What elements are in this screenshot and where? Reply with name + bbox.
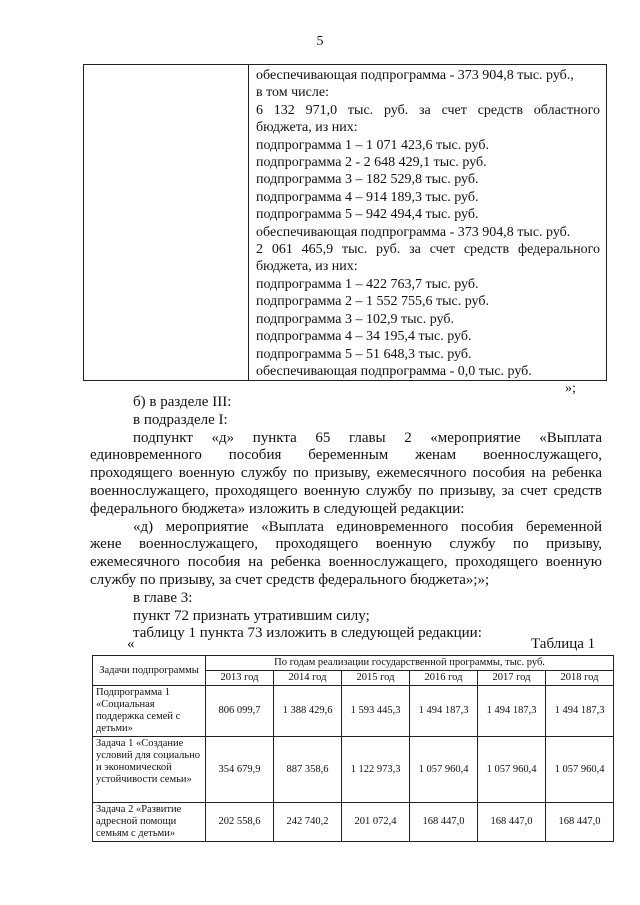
value-cell: 354 679,9 (206, 737, 274, 803)
funding-line: 2 061 465,9 тыс. руб. за счет средств федерального (256, 242, 600, 258)
funding-table (83, 64, 607, 381)
paragraph-line: военнослужащего, проходящего военную службу по призыву, за счет средств (90, 482, 602, 499)
funding-line: подпрограмма 4 – 34 195,4 тыс. руб. (256, 329, 472, 345)
value-cell: 806 099,7 (206, 686, 274, 737)
funding-line: обеспечивающая подпрограмма - 373 904,8 тыс. руб., (256, 68, 574, 83)
header-years-group: По годам реализации государственной программы, тыс. руб. (206, 656, 614, 671)
header-tasks: Задачи подпрограммы (93, 656, 206, 686)
value-cell: 1 494 187,3 (410, 686, 478, 737)
value-cell: 1 122 973,3 (342, 737, 410, 803)
table-row (93, 737, 614, 803)
paragraph-line: подпункт «д» пункта 65 главы 2 «мероприятие «Выплата (133, 429, 602, 446)
value-cell: 1 057 960,4 (478, 737, 546, 803)
value-cell: 202 558,6 (206, 803, 274, 842)
body-text (90, 394, 602, 643)
header-year: 2015 год (342, 671, 410, 686)
funding-line: бюджета, из них: (256, 120, 358, 136)
paragraph-line: проходящего военную службу по призыву, ежемесячного пособия на ребенка (90, 465, 602, 482)
value-cell: 1 494 187,3 (478, 686, 546, 737)
task-cell: Подпрограмма 1 «Социальная поддержка семей с детьми» (93, 686, 206, 737)
program-budget-table (92, 655, 614, 842)
funding-line: подпрограмма 1 – 1 071 423,6 тыс. руб. (256, 137, 489, 153)
funding-table-value-cell (249, 65, 607, 381)
paragraph-line: федерального бюджета» изложить в следующей редакции: (90, 500, 465, 517)
funding-line: обеспечивающая подпрограмма - 0,0 тыс. руб. (256, 363, 532, 379)
funding-line: подпрограмма 5 – 51 648,3 тыс. руб. (256, 346, 472, 362)
table-row (93, 803, 614, 842)
table-row (93, 686, 614, 737)
value-cell: 887 358,6 (274, 737, 342, 803)
paragraph-line: единовременного пособия беременным женам военнослужащего, (90, 447, 602, 464)
value-cell: 1 388 429,6 (274, 686, 342, 737)
header-year: 2018 год (546, 671, 614, 686)
header-year: 2014 год (274, 671, 342, 686)
task-cell: Задача 2 «Развитие адресной помощи семьям с детьми» (93, 803, 206, 842)
funding-line: обеспечивающая подпрограмма - 373 904,8 тыс. руб. (256, 224, 571, 240)
paragraph-line: службу по призыву, за счет средств федерального бюджета»;»; (90, 571, 490, 588)
funding-line: подпрограмма 5 – 942 494,4 тыс. руб. (256, 207, 479, 223)
funding-line: подпрограмма 4 – 914 189,3 тыс. руб. (256, 189, 479, 205)
paragraph-line: «д) мероприятие «Выплата единовременного пособия беременной (133, 518, 602, 535)
table-73-text: таблицу 1 пункта 73 изложить в следующей редакции: (133, 625, 482, 642)
funding-line: 6 132 971,0 тыс. руб. за счет средств областного (256, 102, 600, 118)
value-cell: 201 072,4 (342, 803, 410, 842)
value-cell: 168 447,0 (546, 803, 614, 842)
value-cell: 1 494 187,3 (546, 686, 614, 737)
table-caption: Таблица 1 (531, 636, 596, 652)
opening-quote: « (127, 636, 135, 652)
task-cell: Задача 1 «Создание условий для социально и экономической устойчивости семьи» (93, 737, 206, 803)
funding-line: подпрограмма 3 – 102,9 тыс. руб. (256, 311, 454, 327)
paragraph-line: ежемесячного пособия на ребенка военнослужащего, проходящего военную (90, 554, 602, 571)
value-cell: 1 057 960,4 (546, 737, 614, 803)
value-cell: 1 593 445,3 (342, 686, 410, 737)
funding-line: бюджета, из них: (256, 259, 358, 275)
header-year: 2017 год (478, 671, 546, 686)
item-72-text: пункт 72 признать утратившим силу; (133, 607, 370, 624)
paragraph-line: жене военнослужащего, проходящего военную службу по призыву, (90, 536, 602, 553)
chapter-heading: в главе 3: (133, 589, 193, 606)
funding-line: подпрограмма 1 – 422 763,7 тыс. руб. (256, 276, 479, 292)
value-cell: 168 447,0 (410, 803, 478, 842)
closing-quote: »; (565, 381, 576, 396)
section-heading: б) в разделе III: (133, 394, 232, 410)
header-year: 2016 год (410, 671, 478, 686)
funding-line: подпрограмма 2 - 2 648 429,1 тыс. руб. (256, 155, 487, 171)
header-year: 2013 год (206, 671, 274, 686)
funding-table-label-cell (84, 65, 249, 381)
subsection-heading: в подразделе I: (133, 411, 228, 428)
value-cell: 242 740,2 (274, 803, 342, 842)
value-cell: 1 057 960,4 (410, 737, 478, 803)
page-number: 5 (316, 34, 324, 49)
funding-line: подпрограмма 3 – 182 529,8 тыс. руб. (256, 172, 479, 188)
funding-line: подпрограмма 2 – 1 552 755,6 тыс. руб. (256, 294, 489, 310)
funding-line: в том числе: (256, 85, 329, 101)
value-cell: 168 447,0 (478, 803, 546, 842)
